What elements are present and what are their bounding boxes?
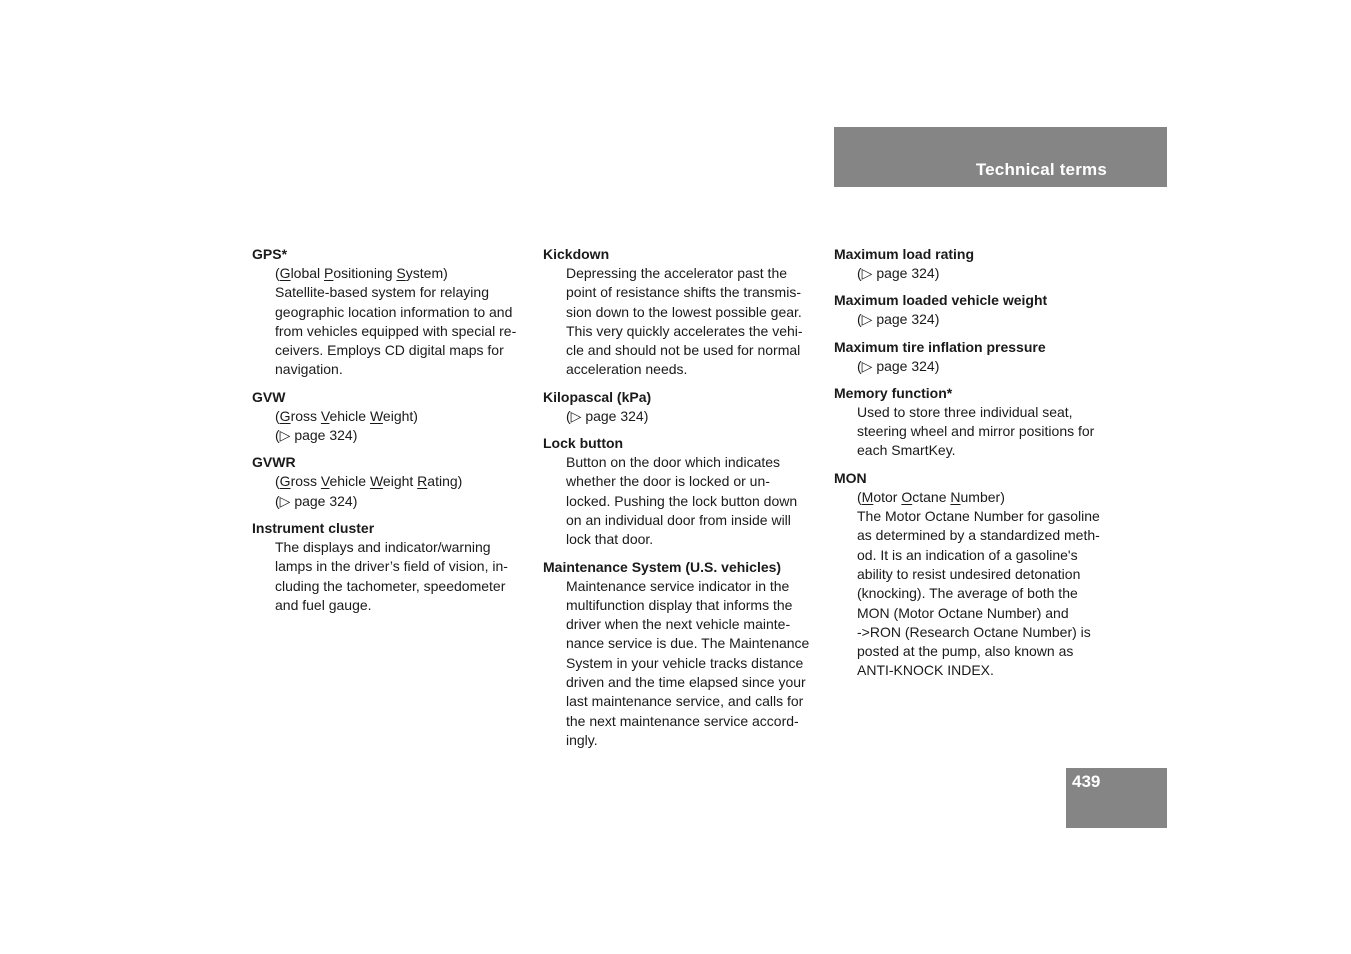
definition-line: [566, 303, 821, 322]
text-segment: Depressing the accelerator past the: [566, 265, 788, 281]
definition-line: [566, 692, 821, 711]
glossary-term: GVW: [252, 388, 286, 405]
glossary-entry: [543, 558, 821, 751]
text-segment: (: [275, 265, 280, 281]
glossary-term: Maximum loaded vehicle weight: [834, 292, 1048, 309]
text-segment: G: [279, 473, 291, 490]
definition-line: [857, 526, 1114, 545]
text-segment: (: [275, 407, 280, 424]
glossary-term: Kilopascal (kPa): [543, 388, 652, 405]
text-segment: Button on the door which indicates: [566, 454, 781, 471]
text-segment: ability to resist undesired detonation: [857, 565, 1081, 582]
text-segment: (: [857, 488, 862, 505]
text-segment: last maintenance service, and calls for: [566, 693, 804, 710]
definition-line: [566, 264, 821, 283]
section-header-bar: [834, 127, 1167, 187]
definition-line: [857, 546, 1114, 565]
text-segment: V: [320, 407, 330, 424]
glossary-definition: [834, 488, 1114, 681]
text-segment: driver when the next vehicle mainte-: [566, 616, 791, 633]
text-segment: eight: [382, 473, 418, 490]
glossary-definition: [834, 310, 1114, 329]
text-segment: The Motor Octane Number for gasoline: [857, 508, 1100, 525]
definition-line: [566, 360, 821, 379]
text-segment: posted at the pump, also known as: [857, 643, 1074, 660]
glossary-definition: [252, 472, 532, 511]
definition-line: [566, 673, 821, 692]
text-segment: lobal: [290, 265, 325, 281]
text-segment: ->RON (Research Octane Number) is: [857, 623, 1091, 640]
text-segment: driven and the time elapsed since your: [566, 674, 806, 691]
glossary-entry: [252, 519, 532, 615]
text-segment: System in your vehicle tracks distance: [566, 654, 804, 671]
glossary-entry: [543, 388, 821, 426]
definition-line: [275, 472, 532, 491]
definition-line: [857, 422, 1114, 441]
definition-line: [566, 596, 821, 615]
definition-line: [566, 634, 821, 653]
glossary-entry: [834, 338, 1114, 376]
definition-line: [566, 530, 821, 549]
text-segment: each SmartKey.: [857, 442, 956, 459]
glossary-term: Memory function*: [834, 384, 953, 401]
glossary-entry: [834, 291, 1114, 329]
text-segment: W: [369, 407, 383, 424]
text-segment: W: [369, 473, 383, 490]
glossary-entry: [543, 245, 821, 380]
text-segment: M: [861, 488, 874, 505]
text-segment: lamps in the driver’s field of vision, in-: [275, 558, 508, 575]
definition-line: [857, 642, 1114, 661]
glossary-term: MON: [834, 469, 867, 486]
glossary-column-3: [834, 245, 1114, 689]
text-segment: point of resistance shifts the transmis-: [566, 284, 801, 301]
text-segment: as determined by a standardized meth-: [857, 527, 1100, 544]
definition-line: [566, 407, 821, 426]
definition-line: [857, 441, 1114, 460]
glossary-column-2: [543, 245, 821, 758]
text-segment: ceivers. Employs CD digital maps for: [275, 342, 504, 359]
definition-line: [275, 303, 532, 322]
text-segment: The displays and indicator/warning: [275, 538, 491, 555]
definition-line: [275, 426, 532, 445]
text-segment: R: [417, 473, 428, 490]
definition-line: [566, 577, 821, 596]
text-segment: the next maintenance service accord-: [566, 712, 799, 729]
glossary-definition: [543, 577, 821, 751]
definition-line: [857, 584, 1114, 603]
glossary-term: Instrument cluster: [252, 519, 375, 536]
text-segment: sion down to the lowest possible gear.: [566, 303, 802, 320]
definition-line: [857, 604, 1114, 623]
text-segment: cluding the tachometer, speedometer: [275, 577, 506, 594]
text-segment: whether the door is locked or un-: [566, 473, 770, 490]
text-segment: (▷ page 324): [857, 265, 940, 281]
text-segment: G: [279, 407, 291, 424]
glossary-definition: [834, 264, 1114, 283]
glossary-entry: [543, 434, 821, 549]
text-segment: (▷ page 324): [566, 407, 649, 424]
definition-line: [857, 264, 1114, 283]
glossary-entry: [834, 245, 1114, 283]
glossary-term: Maximum tire inflation pressure: [834, 338, 1046, 355]
text-segment: ehicle: [329, 407, 370, 424]
glossary-term: Maintenance System (U.S. vehicles): [543, 558, 782, 575]
text-segment: ANTI-KNOCK INDEX.: [857, 662, 994, 679]
definition-line: [275, 322, 532, 341]
definition-line: [566, 511, 821, 530]
definition-line: [566, 615, 821, 634]
text-segment: (▷ page 324): [275, 492, 358, 509]
definition-line: [566, 341, 821, 360]
definition-line: [857, 565, 1114, 584]
definition-line: [857, 310, 1114, 329]
glossary-definition: [834, 403, 1114, 461]
text-segment: ingly.: [566, 731, 598, 748]
text-segment: cle and should not be used for normal: [566, 342, 801, 359]
text-segment: ross: [290, 407, 321, 424]
definition-line: [275, 407, 532, 426]
definition-line: [857, 357, 1114, 376]
text-segment: and fuel gauge.: [275, 596, 372, 613]
glossary-entry: [252, 388, 532, 446]
text-segment: umber): [960, 488, 1005, 505]
glossary-entry: [834, 469, 1114, 681]
glossary-entry: [252, 453, 532, 511]
text-segment: (knocking). The average of both the: [857, 585, 1078, 602]
text-segment: (▷ page 324): [857, 357, 940, 374]
text-segment: This very quickly accelerates the vehi-: [566, 322, 803, 339]
definition-line: [857, 661, 1114, 680]
text-segment: navigation.: [275, 361, 343, 378]
page-number: 439: [1072, 772, 1101, 791]
definition-line: [566, 283, 821, 302]
glossary-definition: [834, 357, 1114, 376]
glossary-definition: [252, 538, 532, 615]
glossary-term: Lock button: [543, 435, 624, 452]
definition-line: [566, 654, 821, 673]
text-segment: otor: [873, 488, 902, 505]
text-segment: ating): [427, 473, 463, 490]
text-segment: MON (Motor Octane Number) and: [857, 604, 1069, 621]
glossary-entry: [834, 384, 1114, 461]
glossary-definition: [543, 264, 821, 380]
text-segment: locked. Pushing the lock button down: [566, 492, 798, 509]
text-segment: Used to store three individual seat,: [857, 403, 1073, 420]
definition-line: [857, 488, 1114, 507]
text-segment: (▷ page 324): [275, 427, 358, 444]
glossary-definition: [543, 453, 821, 549]
text-segment: multifunction display that informs the: [566, 596, 793, 613]
text-segment: (▷ page 324): [857, 311, 940, 328]
text-segment: ross: [290, 473, 321, 490]
definition-line: [566, 322, 821, 341]
glossary-term: GVWR: [252, 454, 296, 471]
text-segment: ystem): [405, 265, 448, 281]
definition-line: [566, 712, 821, 731]
text-segment: ctane: [912, 488, 951, 505]
glossary-term: GPS*: [252, 246, 288, 262]
text-segment: S: [396, 265, 406, 281]
text-segment: (: [275, 473, 280, 490]
glossary-definition: [252, 264, 532, 380]
text-segment: ositioning: [333, 265, 397, 281]
glossary-definition: [252, 407, 532, 446]
glossary-term: Kickdown: [543, 246, 610, 262]
text-segment: acceleration needs.: [566, 361, 688, 378]
definition-line: [857, 403, 1114, 422]
text-segment: od. It is an indication of a gasoline's: [857, 546, 1078, 563]
section-title: Technical terms: [975, 160, 1107, 179]
definition-line: [566, 492, 821, 511]
text-segment: steering wheel and mirror positions for: [857, 423, 1095, 440]
text-segment: eight): [382, 407, 418, 424]
glossary-term: Maximum load rating: [834, 246, 975, 262]
text-segment: lock that door.: [566, 531, 654, 548]
definition-line: [566, 453, 821, 472]
definition-line: [275, 492, 532, 511]
definition-line: [857, 507, 1114, 526]
text-segment: from vehicles equipped with special re-: [275, 322, 517, 339]
text-segment: G: [279, 265, 291, 281]
definition-line: [275, 341, 532, 360]
definition-line: [275, 264, 532, 283]
definition-line: [566, 472, 821, 491]
text-segment: V: [320, 473, 330, 490]
page-number-tab: [1066, 768, 1167, 828]
text-segment: nance service is due. The Maintenance: [566, 635, 810, 652]
text-segment: on an individual door from inside will: [566, 511, 791, 528]
text-segment: ehicle: [329, 473, 370, 490]
definition-line: [275, 577, 532, 596]
text-segment: P: [324, 265, 334, 281]
text-segment: Maintenance service indicator in the: [566, 577, 790, 594]
glossary-entry: [252, 245, 532, 380]
text-segment: Satellite-based system for relaying: [275, 284, 489, 301]
text-segment: N: [950, 488, 961, 505]
definition-line: [275, 360, 532, 379]
definition-line: [566, 731, 821, 750]
text-segment: O: [901, 488, 913, 505]
definition-line: [275, 557, 532, 576]
text-segment: geographic location information to and: [275, 303, 513, 320]
glossary-column-1: [252, 245, 532, 623]
definition-line: [275, 538, 532, 557]
definition-line: [857, 623, 1114, 642]
definition-line: [275, 596, 532, 615]
glossary-definition: [543, 407, 821, 426]
definition-line: [275, 283, 532, 302]
